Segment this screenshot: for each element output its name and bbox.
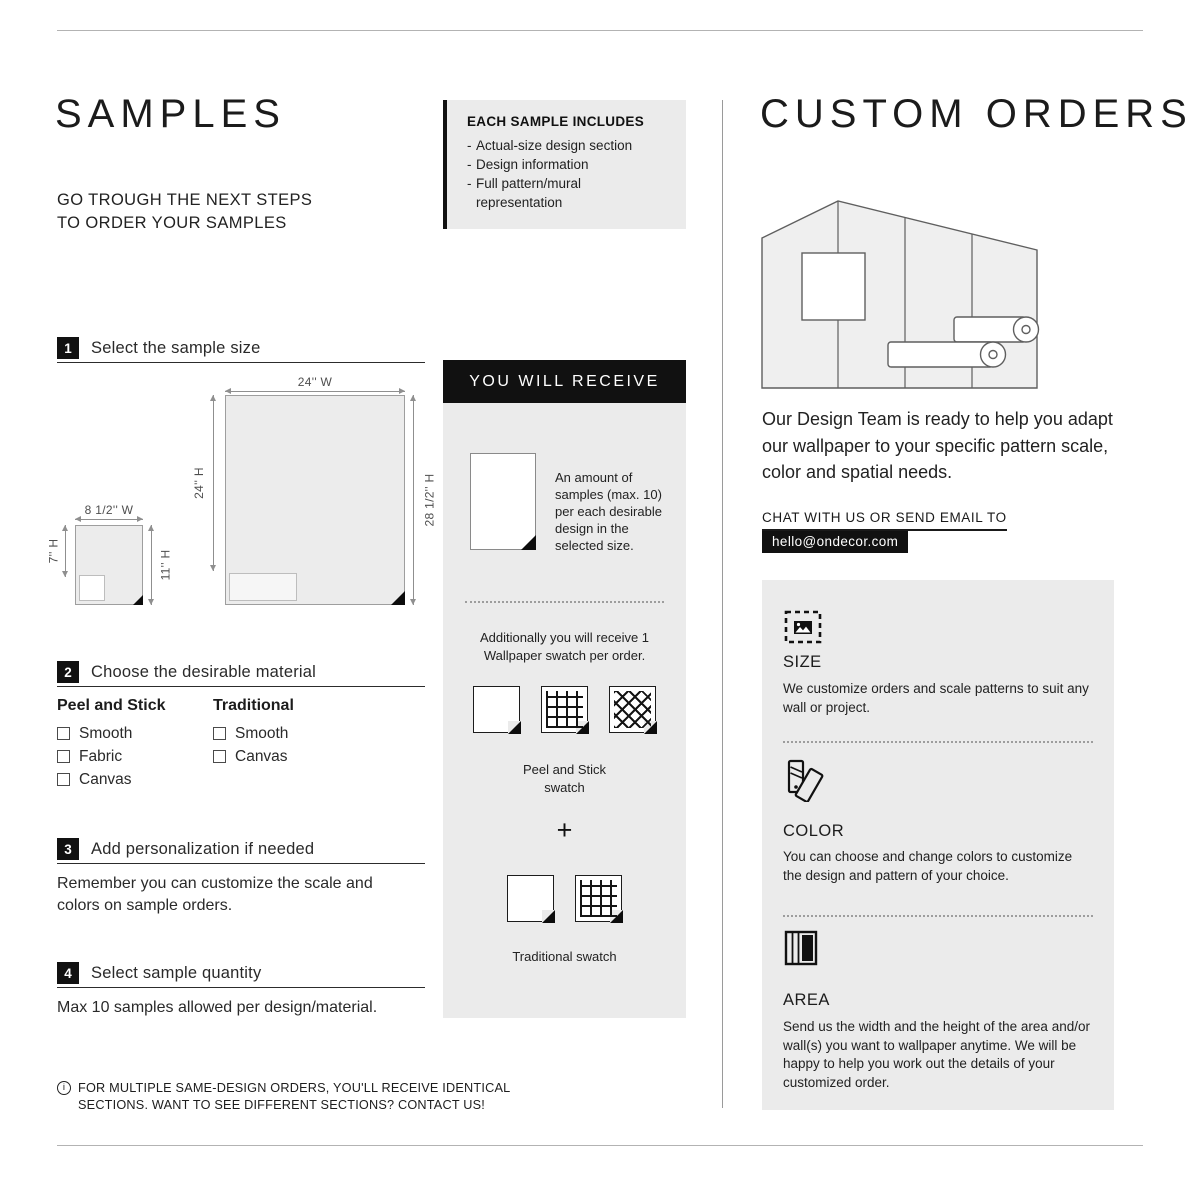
grid-swatch-icon bbox=[575, 875, 622, 922]
small-sheet-right-height-label: 11'' H bbox=[158, 549, 172, 581]
material-option-traditional-canvas[interactable] bbox=[213, 749, 294, 764]
traditional-swatch-row bbox=[443, 875, 686, 922]
small-sheet-width-label: 8 1/2'' W bbox=[84, 503, 134, 517]
small-sheet-inner-sample bbox=[79, 575, 105, 601]
you-will-receive-header: YOU WILL RECEIVE bbox=[443, 360, 686, 403]
large-sheet-left-height-label: 24'' H bbox=[192, 467, 207, 499]
step-3-personalization bbox=[57, 838, 425, 864]
small-sheet-right-height-label-wrap bbox=[155, 525, 175, 605]
material-option-label: Smooth bbox=[235, 724, 289, 742]
wallpaper-wall-illustration bbox=[760, 198, 1040, 394]
material-option-traditional-smooth[interactable] bbox=[213, 726, 294, 741]
sample-size-diagram bbox=[46, 372, 437, 622]
custom-orders-intro: Our Design Team is ready to help you adapt our wallpaper to your specific pattern scale, color and spatial needs. bbox=[762, 409, 1113, 482]
large-sheet-right-height-label-wrap bbox=[419, 395, 439, 605]
chat-with-us-label: CHAT WITH US OR SEND EMAIL TO bbox=[762, 510, 1007, 531]
crosshatch-swatch-icon bbox=[609, 686, 656, 733]
each-sample-includes-box bbox=[443, 100, 686, 229]
top-divider bbox=[57, 30, 1143, 31]
grid-pattern bbox=[580, 880, 617, 917]
samples-title: SAMPLES bbox=[55, 92, 286, 136]
contact-email[interactable]: hello@ondecor.com bbox=[762, 531, 908, 553]
grid-pattern bbox=[546, 691, 583, 728]
checkbox-traditional-smooth[interactable] bbox=[213, 727, 226, 740]
bottom-divider bbox=[57, 1145, 1143, 1146]
plain-swatch-icon bbox=[473, 686, 520, 733]
material-option-peel-smooth[interactable] bbox=[57, 726, 166, 741]
additional-swatch-text: Additionally you will receive 1 Wallpaper swatch per order. bbox=[479, 630, 650, 663]
footnote-text: FOR MULTIPLE SAME-DESIGN ORDERS, YOU'LL RECEIVE IDENTICAL SECTIONS. WANT TO SEE DIFFERENT SECTIONS? CONTACT US! bbox=[78, 1081, 510, 1112]
material-column-traditional bbox=[213, 697, 294, 772]
large-sheet-right-height-label: 28 1/2'' H bbox=[422, 473, 437, 527]
step-2-number: 2 bbox=[57, 661, 79, 683]
step-4-quantity bbox=[57, 962, 425, 988]
step-1-label: Select the sample size bbox=[91, 338, 261, 357]
dotted-divider bbox=[465, 601, 664, 603]
quantity-note: Max 10 samples allowed per design/material. bbox=[57, 999, 378, 1016]
step-3-number: 3 bbox=[57, 838, 79, 860]
large-sheet-left-height-label-wrap bbox=[189, 395, 209, 571]
includes-title: EACH SAMPLE INCLUDES bbox=[467, 114, 645, 129]
traditional-swatch-caption bbox=[443, 948, 686, 966]
step-2-choose-material bbox=[57, 661, 425, 687]
material-option-peel-fabric[interactable] bbox=[57, 749, 166, 764]
checkbox-peel-smooth[interactable] bbox=[57, 727, 70, 740]
area-section-title: AREA bbox=[783, 991, 830, 1009]
small-sheet-left-height-label-wrap bbox=[43, 525, 63, 577]
dotted-divider bbox=[783, 915, 1093, 917]
samples-intro-line1: GO TROUGH THE NEXT STEPS bbox=[57, 191, 313, 209]
peel-and-stick-swatch-row bbox=[443, 686, 686, 733]
material-traditional-title: Traditional bbox=[213, 697, 294, 714]
material-column-peel-and-stick bbox=[57, 697, 166, 795]
peel-swatch-label: Peel and Stick swatch bbox=[522, 762, 607, 795]
large-sheet-width-label: 24'' W bbox=[297, 375, 333, 389]
small-sheet-left-height-label: 7'' H bbox=[46, 538, 61, 564]
custom-orders-panel bbox=[762, 580, 1114, 1110]
sample-sheet-icon bbox=[470, 453, 536, 550]
material-peel-title: Peel and Stick bbox=[57, 697, 166, 714]
material-option-label: Canvas bbox=[79, 770, 132, 788]
color-icon bbox=[783, 758, 825, 807]
checkbox-peel-fabric[interactable] bbox=[57, 750, 70, 763]
plus-icon: + bbox=[556, 815, 573, 845]
includes-item: - Actual-size design section bbox=[467, 136, 667, 155]
small-sample-sheet bbox=[75, 525, 143, 605]
checkbox-peel-canvas[interactable] bbox=[57, 773, 70, 786]
large-sheet-inner-sample bbox=[229, 573, 297, 601]
small-sheet-left-dimension-line bbox=[65, 525, 66, 577]
small-sheet-right-dimension-line bbox=[151, 525, 152, 605]
includes-item: - Design information bbox=[467, 155, 667, 174]
material-option-label: Canvas bbox=[235, 747, 288, 765]
step-1-number: 1 bbox=[57, 337, 79, 359]
traditional-swatch-label: Traditional swatch bbox=[512, 949, 617, 964]
step-1-select-size bbox=[57, 337, 425, 363]
peel-and-stick-swatch-caption bbox=[443, 761, 686, 796]
plain-swatch-icon bbox=[507, 875, 554, 922]
area-icon bbox=[783, 928, 819, 973]
step-4-number: 4 bbox=[57, 962, 79, 984]
includes-item: - Full pattern/mural representation bbox=[467, 174, 667, 212]
you-will-receive-panel bbox=[443, 403, 686, 1018]
info-icon bbox=[57, 1081, 71, 1095]
column-divider bbox=[722, 100, 723, 1108]
personalization-note: Remember you can customize the scale and colors on sample orders. bbox=[57, 875, 373, 914]
size-icon bbox=[783, 607, 823, 652]
color-section-text: You can choose and change colors to customize the design and pattern of your choice. bbox=[783, 849, 1073, 883]
material-option-label: Fabric bbox=[79, 747, 123, 765]
large-sheet-right-dimension-line bbox=[413, 395, 414, 605]
area-section-text: Send us the width and the height of the area and/or wall(s) you want to wallpaper anytime. We will be happy to help you work out the details of your customized order. bbox=[783, 1019, 1090, 1090]
dotted-divider bbox=[783, 741, 1093, 743]
includes-list bbox=[467, 136, 667, 212]
step-4-label: Select sample quantity bbox=[91, 963, 262, 982]
samples-intro bbox=[57, 189, 312, 235]
step-3-label: Add personalization if needed bbox=[91, 839, 315, 858]
small-sheet-width-dimension-line bbox=[75, 519, 143, 520]
large-sample-sheet bbox=[225, 395, 405, 605]
size-section-title: SIZE bbox=[783, 653, 822, 671]
samples-intro-line2: TO ORDER YOUR SAMPLES bbox=[57, 214, 287, 232]
size-section-text: We customize orders and scale patterns to suit any wall or project. bbox=[783, 681, 1089, 715]
house-wall-icon bbox=[760, 198, 1040, 394]
material-option-label: Smooth bbox=[79, 724, 133, 742]
material-option-peel-canvas[interactable] bbox=[57, 772, 166, 787]
custom-orders-title: CUSTOM ORDERS bbox=[760, 92, 1193, 136]
crosshatch-pattern bbox=[614, 691, 651, 728]
grid-swatch-icon bbox=[541, 686, 588, 733]
color-section-title: COLOR bbox=[783, 822, 845, 840]
step-2-label: Choose the desirable material bbox=[91, 662, 317, 681]
checkbox-traditional-canvas[interactable] bbox=[213, 750, 226, 763]
footnote bbox=[57, 1080, 527, 1113]
samples-amount-text: An amount of samples (max. 10) per each desirable design in the selected size. bbox=[555, 470, 662, 553]
large-sheet-left-dimension-line bbox=[213, 395, 214, 571]
large-sheet-width-dimension-line bbox=[225, 391, 405, 392]
